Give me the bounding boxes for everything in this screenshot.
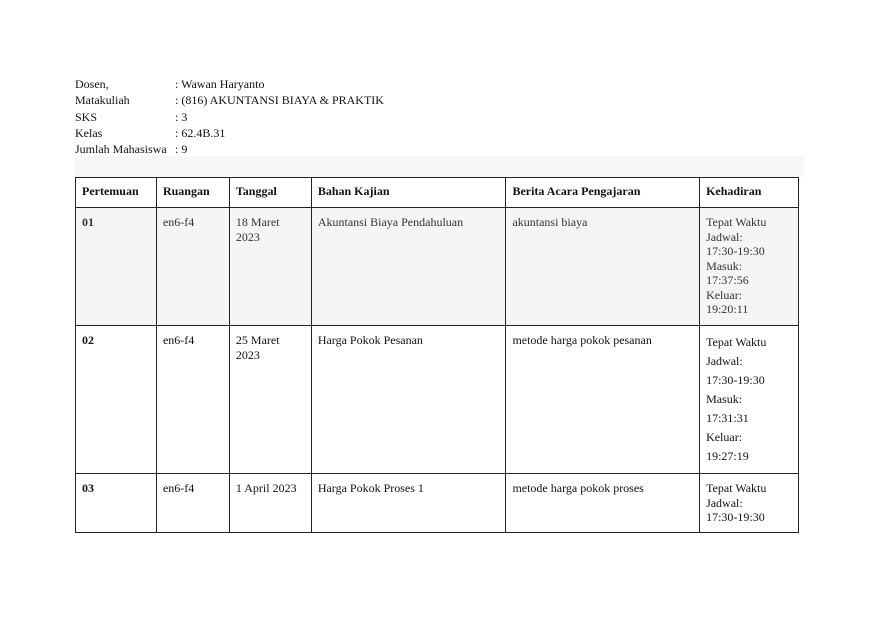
cell-berita-acara: metode harga pokok pesanan — [506, 326, 700, 474]
info-row-matakuliah — [75, 92, 384, 108]
info-value: : 9 — [175, 142, 188, 157]
cell-kehadiran — [700, 326, 799, 474]
attendance-line: Jadwal: — [706, 354, 743, 368]
cell-kehadiran — [700, 208, 799, 326]
col-pertemuan: Pertemuan — [76, 178, 157, 208]
info-value: : 3 — [175, 109, 188, 124]
cell-pertemuan: 03 — [76, 474, 157, 533]
attendance-line: 19:20:11 — [706, 302, 749, 316]
attendance-line: 17:30-19:30 — [706, 244, 765, 258]
cell-bahan-kajian: Akuntansi Biaya Pendahuluan — [311, 208, 506, 326]
attendance-table — [75, 177, 799, 533]
cell-berita-acara: akuntansi biaya — [506, 208, 700, 326]
attendance-line: Keluar: — [706, 430, 743, 444]
info-value: : Wawan Haryanto — [175, 77, 265, 91]
table-header-row — [76, 178, 799, 208]
info-label: Jumlah Mahasiswa — [75, 142, 167, 157]
info-label: Dosen, — [75, 77, 109, 91]
cell-pertemuan: 01 — [76, 208, 157, 326]
col-bahan-kajian: Bahan Kajian — [311, 178, 506, 208]
attendance-line: Jadwal: — [706, 495, 743, 510]
col-ruangan: Ruangan — [156, 178, 229, 208]
header-shade — [75, 156, 804, 177]
cell-tanggal: 18 Maret 2023 — [229, 208, 311, 326]
cell-ruangan: en6-f4 — [156, 474, 229, 533]
info-value: : 62.4B.31 — [175, 125, 226, 140]
info-row-dosen — [75, 76, 384, 92]
col-berita-acara: Berita Acara Pengajaran — [506, 178, 700, 208]
table-row — [76, 326, 799, 474]
attendance-line: 17:30-19:30 — [706, 373, 765, 387]
attendance-line: 19:27:19 — [706, 449, 749, 463]
course-info — [75, 76, 384, 157]
cell-ruangan: en6-f4 — [156, 326, 229, 474]
attendance-line: 17:37:56 — [706, 273, 749, 287]
cell-kehadiran — [700, 474, 799, 533]
attendance-line: Masuk: — [706, 392, 743, 406]
attendance-line: 17:31:31 — [706, 411, 749, 425]
info-label: Kelas — [75, 125, 103, 140]
cell-ruangan: en6-f4 — [156, 208, 229, 326]
cell-pertemuan: 02 — [76, 326, 157, 474]
cell-berita-acara: metode harga pokok proses — [506, 474, 700, 533]
table-row — [76, 474, 799, 533]
cell-tanggal: 1 April 2023 — [229, 474, 311, 533]
table-row — [76, 208, 799, 326]
attendance-line: Keluar: — [706, 287, 743, 302]
info-value: : (816) AKUNTANSI BIAYA & PRAKTIK — [175, 93, 384, 108]
attendance-status: Tepat Waktu — [706, 215, 767, 229]
attendance-line: Jadwal: — [706, 229, 743, 244]
cell-bahan-kajian: Harga Pokok Pesanan — [311, 326, 506, 474]
attendance-status: Tepat Waktu — [706, 481, 767, 495]
attendance-line: 17:30-19:30 — [706, 510, 765, 524]
info-row-kelas — [75, 125, 384, 141]
attendance-line: Masuk: — [706, 258, 743, 273]
attendance-status: Tepat Waktu — [706, 335, 767, 349]
col-kehadiran: Kehadiran — [700, 178, 799, 208]
info-row-sks — [75, 109, 384, 125]
cell-bahan-kajian: Harga Pokok Proses 1 — [311, 474, 506, 533]
cell-tanggal: 25 Maret 2023 — [229, 326, 311, 474]
info-label: Matakuliah — [75, 93, 130, 108]
info-label: SKS — [75, 109, 98, 124]
col-tanggal: Tanggal — [229, 178, 311, 208]
